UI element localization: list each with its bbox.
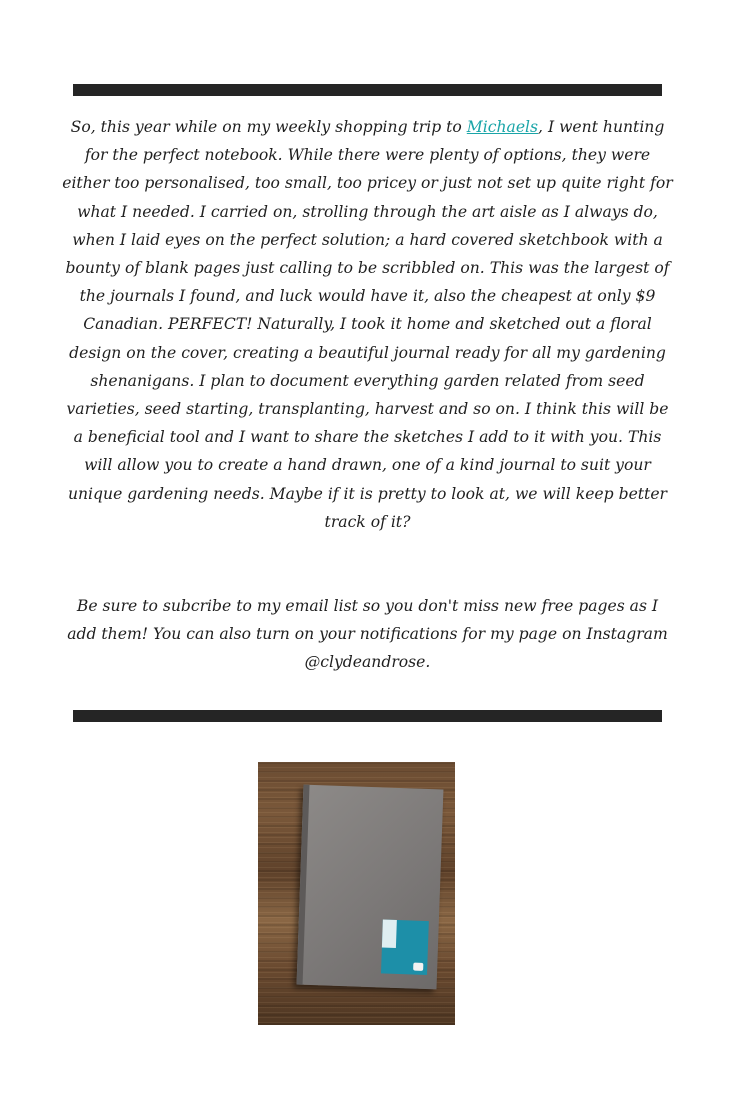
- subscribe-paragraph: Be sure to subcribe to my email list so you don't miss new free pages as I add them! You can also turn on your notifications for my page on Instagram @clydeandrose.: [67, 597, 668, 672]
- sketchbook: [297, 785, 444, 990]
- top-divider: [73, 84, 662, 96]
- sketchbook-photo: [258, 762, 455, 1025]
- label-band: [382, 919, 397, 947]
- intro-paragraph: [60, 113, 675, 536]
- intro-text-end: , I went hunting for the perfect notebook. While there were plenty of options, they were either too personalised, too small, too pricey or just not set up quite right for what I needed. I carried on, strolling through the art aisle as I always do, when I laid eyes on the perfect solution; a hard covered sketchbook with a bounty of blank pages just calling to be scribbled on. This was the largest of the journals I found, and luck would have it, also the cheapest at only $9 Canadian. PERFECT! Naturally, I took it home and sketched out a floral design on the cover, creating a beautiful journal ready for all my gardening shenanigans. I plan to document everything garden related from seed varieties, seed starting, transplanting, harvest and so on. I think this will be a beneficial tool and I want to share the sketches I add to it with you. This will allow you to create a hand drawn, one of a kind journal to suit your unique gardening needs. Maybe if it is pretty to look at, we will keep better track of it?: [62, 118, 673, 531]
- intro-text-start: So, this year while on my weekly shopping trip to: [70, 118, 467, 136]
- michaels-link[interactable]: Michaels: [466, 118, 539, 136]
- bottom-divider: [73, 710, 662, 722]
- label-badge: [413, 963, 423, 971]
- sketchbook-label: [381, 919, 429, 975]
- sketchbook-spine: [297, 785, 310, 985]
